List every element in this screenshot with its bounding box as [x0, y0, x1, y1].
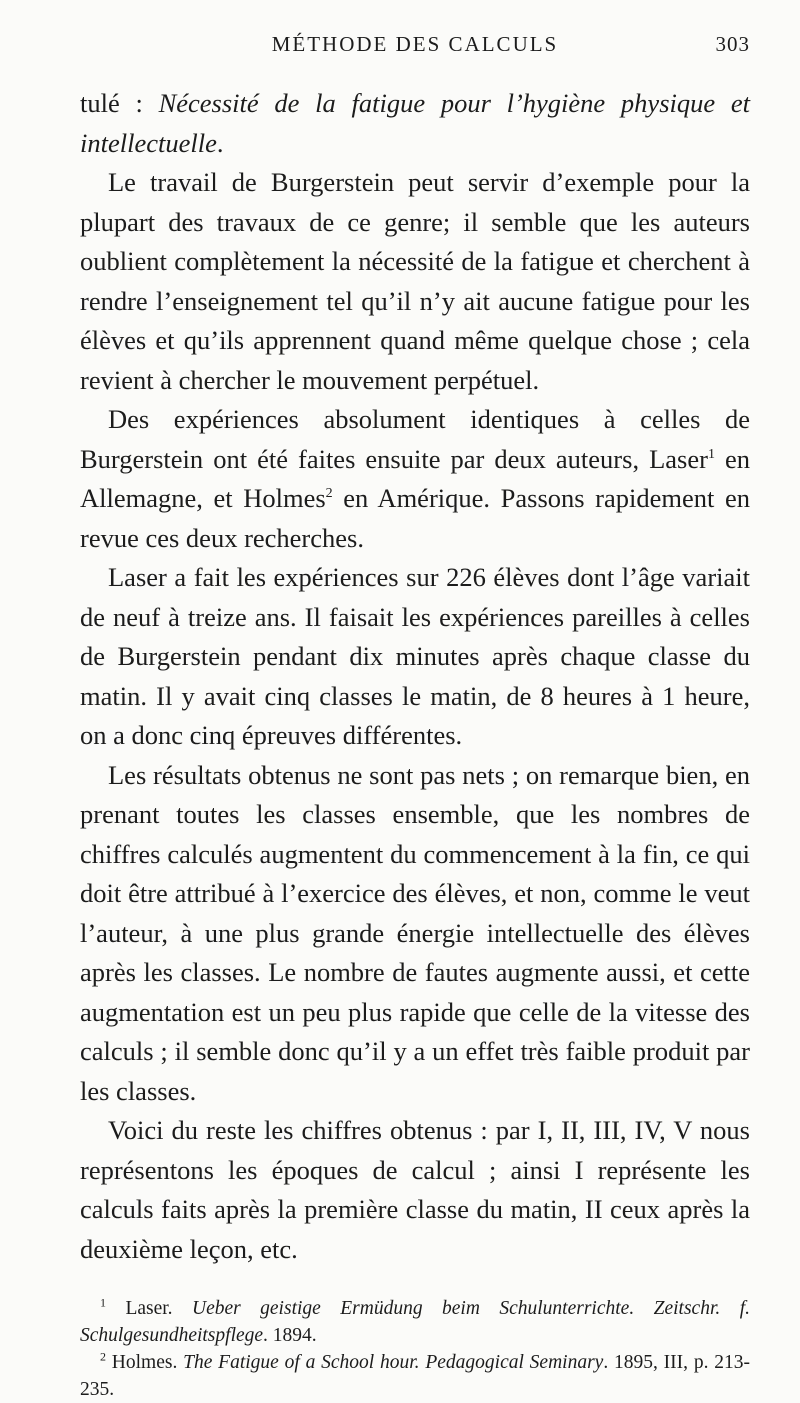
footnote-2-title: The Fatigue of a School hour. Pedagogical Seminary [183, 1352, 604, 1373]
paragraph-6: Voici du reste les chiffres obtenus : par I, II, III, IV, V nous représentons les époques de calcul ; ainsi I représente les calculs faits après la première classe du matin, II ceux après la deuxième leçon, etc. [80, 1115, 750, 1264]
footnote-2-rest: . 1895, III, p. 213-235. [80, 1352, 750, 1400]
paragraph-4: Laser a fait les expériences sur 226 élèves dont l’âge variait de neuf à treize ans. Il faisait les expériences pareilles à celles de Burgerstein pendant dix minutes après chaque classe du matin. Il y avait cinq classes le matin, de 8 heures à 1 heure, on a donc cinq épreuves différentes. [80, 562, 750, 750]
footnote-1-mark: 1 [100, 1295, 106, 1310]
running-head [80, 32, 750, 72]
paragraph-2: Le travail de Burgerstein peut servir d’exemple pour la plupart des travaux de ce genre; il semble que les auteurs oublient complètement la nécessité de la fatigue et cherchent à rendre l’enseignement tel qu’il n’y ait aucune fatigue pour les élèves et qu’ils apprennent quand même quelque chose ; cela revient à chercher le mouvement perpétuel. [80, 167, 750, 395]
footnote-1-title: Ueber geistige Ermüdung beim Schulunterrichte. Zeitschr. f. Schulgesundheitspflege [80, 1298, 750, 1346]
paragraph-3-part-b: en Allemagne, et Holmes [80, 443, 750, 513]
paragraph-3 [80, 400, 750, 558]
paragraph-3-part-a: Des expériences absolument identiques à celles de Burgerstein ont été faites ensuite par deux auteurs, Laser [80, 404, 750, 474]
footnote-2-author: Holmes. [106, 1352, 184, 1373]
footnote-ref-2: 2 [325, 486, 333, 502]
footnote-ref-1: 1 [707, 446, 715, 462]
page-number: 303 [715, 32, 750, 56]
paragraph-1-start: tulé : [80, 88, 159, 118]
footnote-1-author: Laser. [106, 1298, 192, 1319]
footnote-2 [80, 1349, 750, 1403]
book-page [0, 32, 800, 1400]
footnote-1 [80, 1295, 750, 1349]
paragraph-3-part-c: en Amérique. Passons rapidement en revue ces deux recherches. [80, 483, 750, 553]
cited-title: Nécessité de la fatigue pour l’hygiène physique et intellectuelle [80, 88, 750, 158]
footnotes [80, 1295, 750, 1403]
paragraph-1 [80, 84, 750, 163]
footnote-2-mark: 2 [100, 1349, 106, 1364]
paragraph-5: Les résultats obtenus ne sont pas nets ; on remarque bien, en prenant toutes les classes ensemble, que les nombres de chiffres calculés augmentent du commencement à la fin, ce qui doit être attribué à l’exercice des élèves, et non, comme le veut l’auteur, à une plus grande énergie intellectuelle des élèves après les classes. Le nombre de fautes augmente aussi, et cette augmentation est un peu plus rapide que celle de la vitesse des calculs ; il semble donc qu’il y a un effet très faible produit par les classes. [80, 759, 750, 1106]
paragraph-1-end: . [216, 127, 224, 158]
footnote-1-rest: . 1894. [263, 1325, 317, 1346]
main-text [80, 84, 750, 1269]
running-title: MÉTHODE DES CALCULS [271, 32, 559, 56]
